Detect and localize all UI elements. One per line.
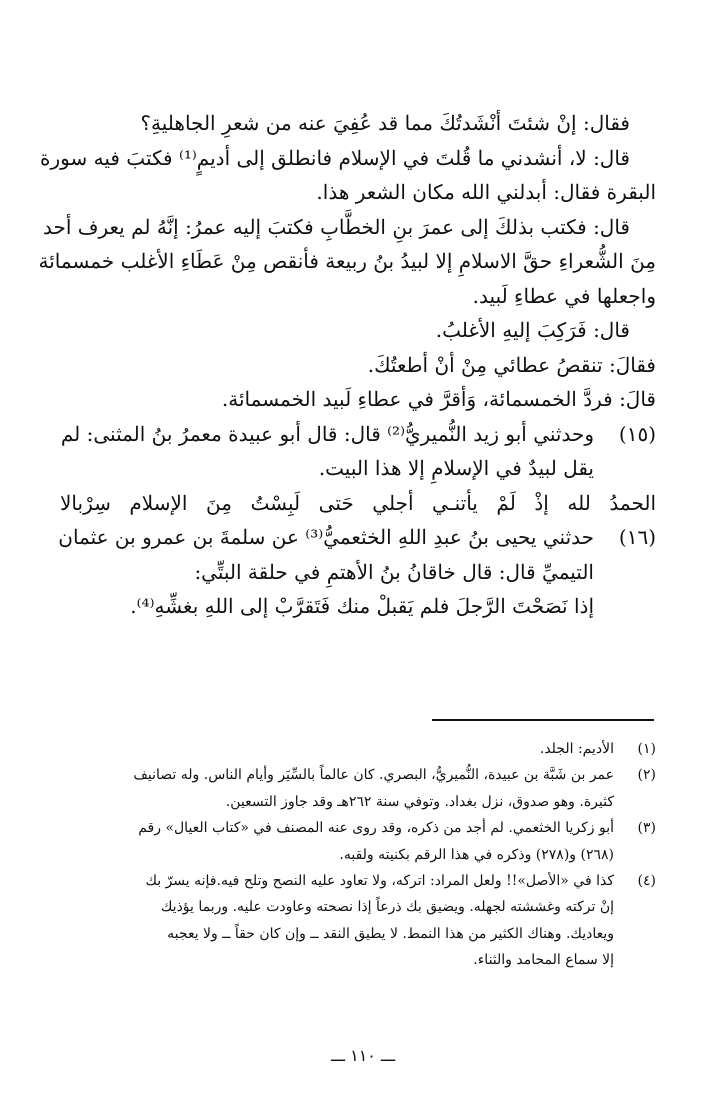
footnote-number: (٢) [637, 767, 656, 784]
paragraph-number: (١٦) [618, 525, 656, 549]
poetry-verse: الحمدُ لله إذْ لَمْ يأتنـي أجلي حَتى لَبِسْتُ مِنَ الإسلام سِرْبالا [60, 490, 656, 515]
text-line: قال: لا، أنشدني ما قُلتَ في الإسلام فانطلق إلى أديمٍ⁽¹⁾ فكتبَ فيه سورة [40, 145, 630, 170]
main-text [38, 106, 656, 624]
footnote-text: إنْ تركته وغششته لجهله. ويضيق بك ذرعاً إذا نصحته وعاودت عليه. وربما يؤذيك [160, 899, 614, 916]
footnote-text: أبو زكريا الخثعمي. لم أجد من ذكره، وقد روى عنه المصنف في «كتاب العيال» رقم [138, 820, 614, 837]
footnote-number: (١) [637, 741, 656, 757]
text-line: البقرة فقال: أبدلني الله مكان الشعر هذا. [316, 180, 656, 204]
text-line: واجعلها في عطاءِ لَبيد. [472, 283, 656, 308]
text-line: قال: فكتب بذلكَ إلى عمرَ بنِ الخطَّابِ فكتبَ إليه عمرُ: إنَّهُ لم يعرف أحد [42, 214, 630, 239]
footnote-2 [60, 762, 656, 788]
footnote-text: عمر بن شَبَّة بن عبيدة، النُّميريُّ، البصري. كان عالماً بالسِّيَر وأيام الناس. وله تصانيف [133, 767, 614, 784]
text-line: فقالَ: تنقصُ عطائي مِنْ أنْ أطعتُكَ. [367, 352, 656, 377]
text-line: قالَ: فردَّ الخمسمائة، وَأقرَّ في عطاءِ لَبيد الخمسمائة. [221, 387, 656, 411]
paragraph-16-line [60, 520, 656, 555]
text-line: مِنَ الشُّعراءِ حقَّ الاسلامِ إلا لبيدُ بنُ ربيعة فأنقص مِنْ عَطَاءِ الأغلب خمسمائة [38, 249, 656, 273]
footnote-text: كثيرة. وهو صدوق، نزل بغداد. وتوفي سنة ٢٦٢هـ وقد جاوز التسعين. [225, 793, 614, 810]
footnotes [60, 736, 656, 974]
footnote-text: الأديم: الجلد. [539, 741, 614, 757]
page-number: ـــ ١١٠ ـــ [330, 1046, 396, 1065]
paragraph-number: (١٥) [618, 421, 656, 446]
paragraph-15-line [60, 417, 656, 452]
footnote-4 [60, 868, 656, 894]
text-line: حدثني يحيى بنُ عبدِ اللهِ الخثعميُّ⁽³⁾ عن سلمةَ بن عمرو بن عثمان [58, 525, 594, 549]
text-line: يقل لبيدٌ في الإسلامِ إلا هذا البيت. [318, 456, 594, 480]
text-line: إذا نَصَحْتَ الرَّجلَ فلم يَقبلْ منك فَتَقرَّبْ إلى اللهِ بغشِّهِ⁽⁴⁾. [130, 594, 594, 618]
text-line: التيميِّ قال: قال خاقانُ بنُ الأهتمِ في حلقة البتِّي: [194, 559, 594, 584]
footnote-3 [60, 815, 656, 841]
text-line: فقال: إنْ شئتَ أنْشَدتُكَ مما قد عُفِيَ عنه من شعرِ الجاهليةِ؟ [140, 111, 630, 135]
footnote-text: كذا في «الأصل»!! ولعل المراد: اتركه، ولا تعاود عليه النصح وتلح فيه.فإنه يسرّ بك [145, 872, 614, 889]
footnote-number: (٣) [637, 820, 656, 837]
footnote-text: إلا سماع المحامد والثناء. [473, 952, 614, 969]
footnote-number: (٤) [637, 872, 656, 889]
footnote-1 [60, 736, 656, 762]
text-line: قال: فَرَكِبَ إليهِ الأغلبُ. [435, 318, 630, 342]
footnote-text: (٢٦٨) و(٢٧٨) وذكره في هذا الرقم بكنيته ولقبه. [339, 846, 614, 863]
text-line: وحدثني أبو زيد النُّميريُّ⁽²⁾ قال: قال أبو عبيدة معمرُ بنُ المثنى: لم [60, 421, 594, 446]
footnote-text: ويعاديك. وهناك الكثير من هذا النمط. لا يطيق النقد ــ وإن كان حقاً ــ ولا يعجبه [167, 925, 614, 942]
footnote-separator [432, 719, 654, 721]
